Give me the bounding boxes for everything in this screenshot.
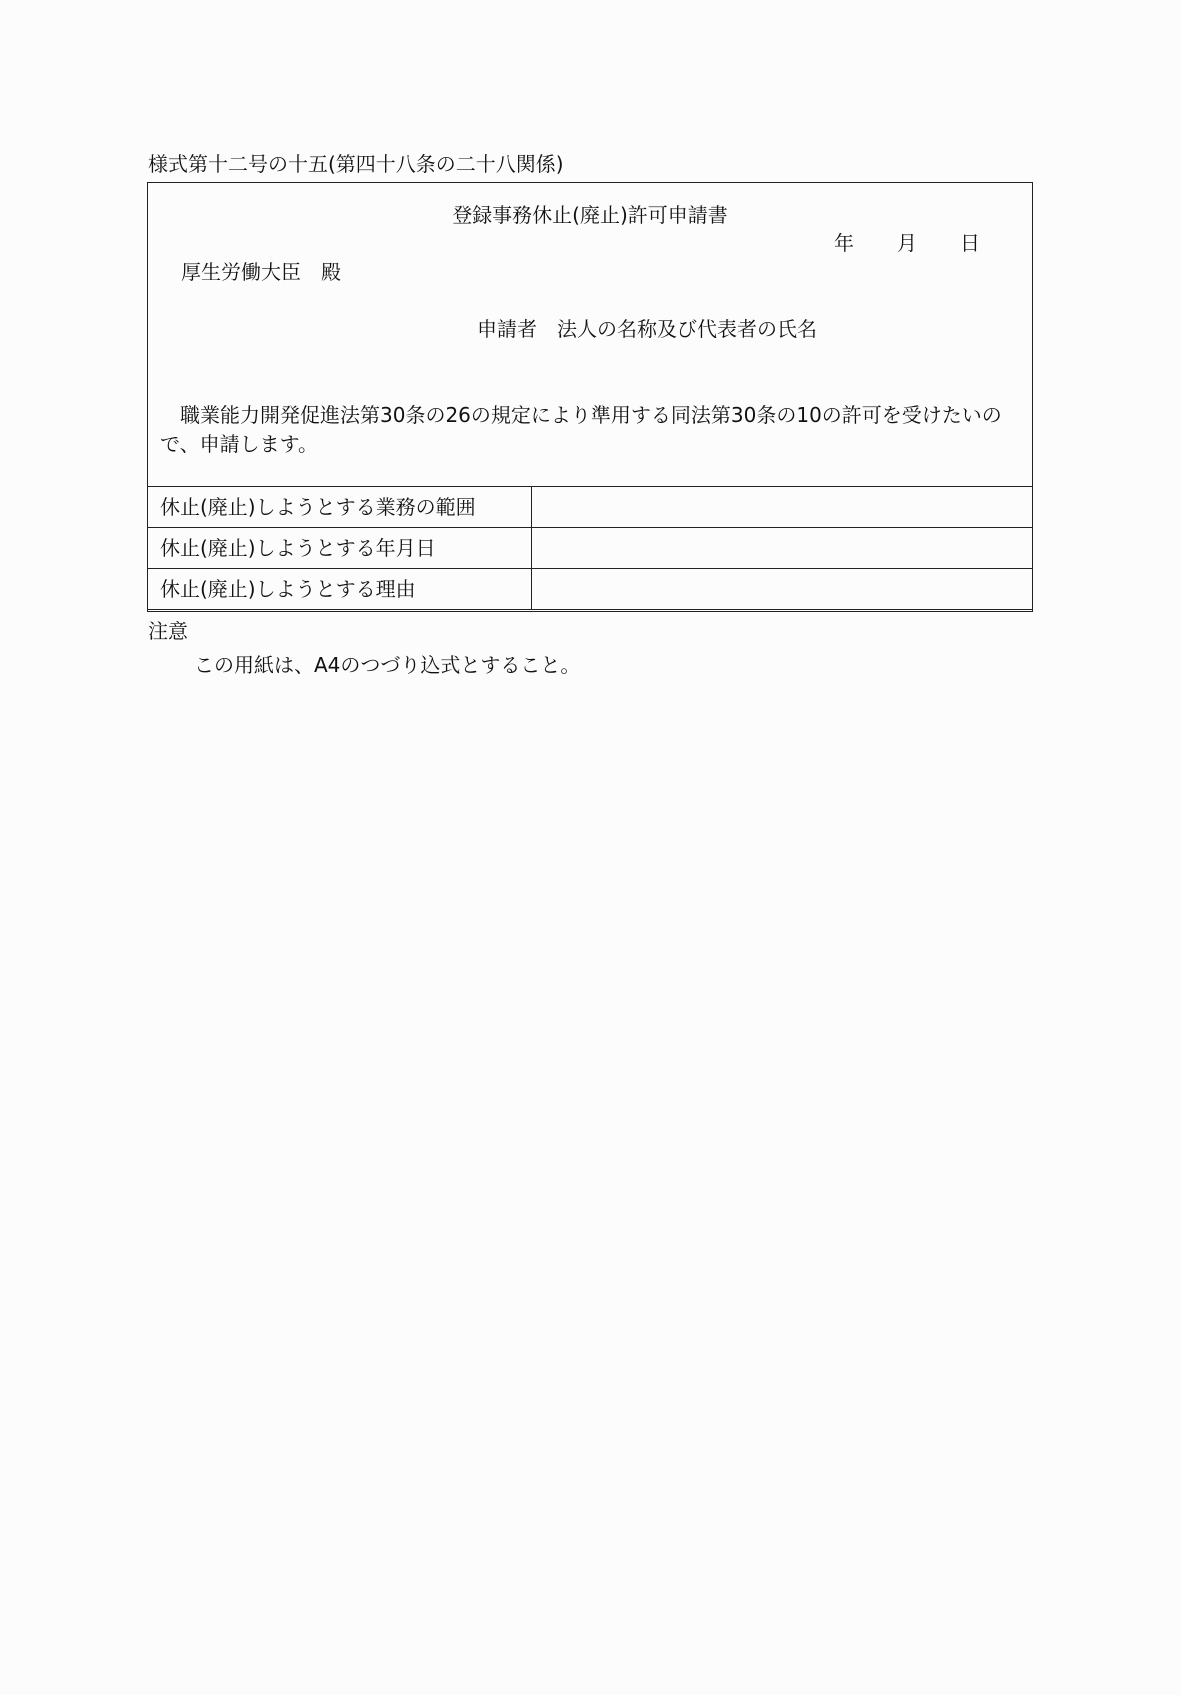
row-label-scope: 休止(廃止)しようとする業務の範囲 xyxy=(148,487,532,528)
notes-heading: 注意 xyxy=(148,619,188,643)
date-day-label: 日 xyxy=(960,231,980,255)
application-form-frame xyxy=(147,182,1033,612)
addressee: 厚生労働大臣 殿 xyxy=(181,260,341,284)
details-table xyxy=(147,486,1033,610)
document-title: 登録事務休止(廃止)許可申請書 xyxy=(452,203,728,227)
row-label-reason: 休止(廃止)しようとする理由 xyxy=(148,569,532,610)
application-header-section xyxy=(148,183,1032,486)
row-value-date[interactable] xyxy=(531,528,1032,569)
date-month-label: 月 xyxy=(897,231,917,255)
form-number: 様式第十二号の十五(第四十八条の二十八関係) xyxy=(148,152,564,176)
date-line xyxy=(148,230,1032,256)
row-value-reason[interactable] xyxy=(531,569,1032,610)
table-row xyxy=(148,569,1033,610)
table-row xyxy=(148,487,1033,528)
notes-item: この用紙は、A4のつづり込式とすること。 xyxy=(194,653,581,677)
applicant-line: 申請者 法人の名称及び代表者の氏名 xyxy=(477,317,817,341)
application-statement: 職業能力開発促進法第30条の26の規定により準用する同法第30条の10の許可を受けたいので、申請します。 xyxy=(160,403,1002,456)
table-row xyxy=(148,528,1033,569)
date-year-label: 年 xyxy=(834,231,854,255)
row-label-date: 休止(廃止)しようとする年月日 xyxy=(148,528,532,569)
row-value-scope[interactable] xyxy=(531,487,1032,528)
